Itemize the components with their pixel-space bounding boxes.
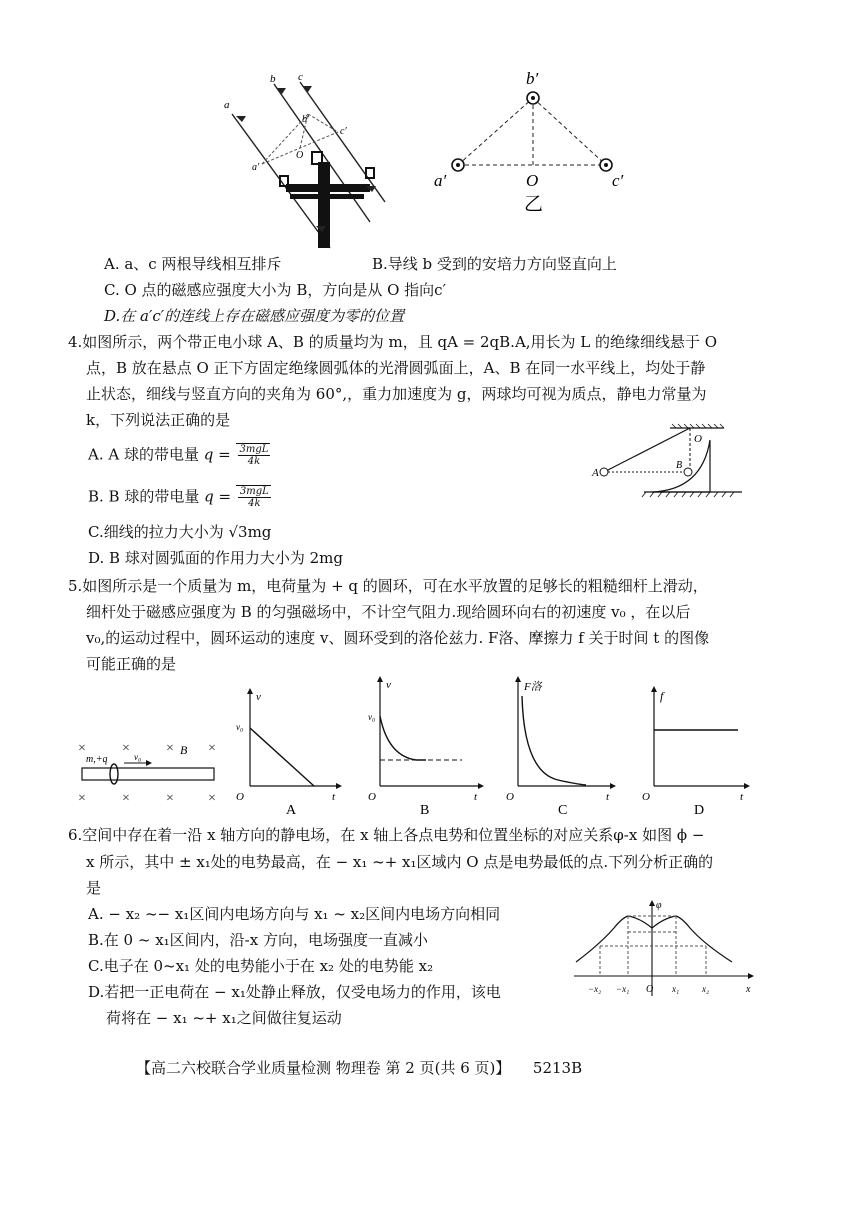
graph-a-v0-label: v₀	[236, 722, 244, 732]
point-a-prime: a′	[252, 162, 260, 173]
graph-c-origin: O	[506, 791, 514, 803]
q6-option-c: C.电子在 0~x₁ 处的电势能小于在 x₂ 处的电势能 x₂	[88, 957, 434, 975]
svg-text:×: ×	[208, 741, 216, 756]
q4-option-b-q: q =	[204, 487, 232, 506]
q5-stem-line3: v₀,的运动过程中，圆环运动的速度 v、圆环受到的洛伦兹力. F洛、摩擦力 f 关于时间 t 的图像	[86, 629, 710, 647]
graph-b-v0-label: v₀	[368, 712, 376, 722]
point-o: O	[296, 150, 304, 161]
q4-option-b	[88, 485, 271, 509]
q3-option-d: D.在 a′c′的连线上存在磁感应强度为零的位置	[104, 307, 405, 325]
wire-c-label: c	[298, 71, 303, 83]
q4-option-a-text: A. A 球的带电量	[88, 445, 199, 464]
graph-b-x-label: t	[474, 791, 478, 803]
graph-c-caption: C	[558, 803, 568, 818]
q5-stem-line2: 细杆处于磁感应强度为 B 的匀强磁场中，不计空气阻力.现给圆环向右的初速度 v₀ ，在以后	[86, 603, 691, 621]
label-c-prime: c′	[612, 171, 624, 190]
triangle-figure	[428, 68, 648, 218]
q4-option-a	[88, 443, 270, 467]
q6-stem-line3: 是	[86, 879, 102, 897]
q4-option-d: D. B 球对圆弧面的作用力大小为 2mg	[88, 549, 343, 567]
point-b-prime: b′	[302, 114, 310, 125]
graph-a-origin: O	[236, 791, 244, 803]
q4-option-c: C.细线的拉力大小为 √3mg	[88, 523, 272, 541]
graph-d-caption: D	[694, 803, 705, 818]
q5-graph-d	[640, 686, 752, 820]
label-b-prime: b′	[526, 69, 539, 88]
q6-fig-x: x	[746, 984, 751, 995]
q5-ring-figure	[72, 736, 232, 806]
q3-option-c: C. O 点的磁感应强度大小为 B，方向是从 O 指向c′	[104, 281, 446, 299]
q6-phi-x-figure	[570, 898, 758, 996]
frac-numerator: 3mgL	[239, 486, 269, 497]
graph-a-x-label: t	[332, 791, 336, 803]
graph-a-caption: A	[286, 803, 297, 818]
q5-stem-line4: 可能正确的是	[86, 655, 177, 673]
q3-option-a: A. a、c 两根导线相互排斥	[104, 255, 282, 273]
q6-option-b: B.在 0 ~ x₁区间内，沿-x 方向，电场强度一直减小	[88, 931, 428, 949]
graph-d-y-label: f	[660, 689, 664, 703]
q5-graph-c	[506, 676, 618, 820]
ring-velocity-label: v₀	[134, 752, 142, 762]
graph-b-origin: O	[368, 791, 376, 803]
frac-denominator: 4k	[247, 456, 261, 467]
graph-d-x-label: t	[740, 791, 744, 803]
q6-stem-line2: x 所示，其中 ± x₁处的电势最高，在 − x₁ ~+ x₁区域内 O 点是电势最低的点.下列分析正确的	[86, 853, 714, 871]
q5-stem-line1: 5.如图所示是一个质量为 m，电荷量为 + q 的圆环，可在水平放置的足够长的粗糙细杆上滑动，	[68, 577, 708, 595]
label-a-prime: a′	[434, 171, 447, 190]
point-c-prime: c′	[340, 126, 347, 137]
frac-numerator: 3mgL	[239, 444, 269, 455]
frac-denominator: 4k	[248, 498, 261, 509]
q6-stem-line1: 6.空间中存在着一沿 x 轴方向的静电场，在 x 轴上各点电势和位置坐标的对应关系φ-x 如图 ϕ −	[68, 826, 705, 844]
wire-a-label: a	[224, 99, 230, 111]
graph-a-y-label: v	[256, 691, 261, 703]
q6-fig-x2: x₂	[702, 984, 710, 994]
power-line-figure	[220, 72, 390, 248]
graph-c-y-label: F洛	[524, 681, 542, 693]
q4-stem-line2: 点，B 放在悬点 O 正下方固定绝缘圆弧体的光滑圆弧面上，A、B 在同一水平线上，均处于静	[86, 359, 706, 377]
q4-fig-o: O	[694, 433, 702, 445]
page-footer: 【高二六校联合学业质量检测 物理卷 第 2 页(共 6 页)】 5213B	[136, 1059, 583, 1077]
q4-option-b-text: B. B 球的带电量	[88, 487, 200, 506]
graph-b-caption: B	[420, 803, 430, 818]
q6-fig-phi: φ	[656, 900, 662, 911]
q4-fig-b: B	[676, 460, 683, 471]
graph-b-y-label: v	[386, 679, 391, 691]
q4-option-a-q: q =	[203, 445, 231, 464]
label-o: O	[526, 171, 539, 190]
figure-caption: 乙	[524, 194, 544, 215]
graph-d-origin: O	[642, 791, 650, 803]
q6-option-a: A. − x₂ ~− x₁区间内电场方向与 x₁ ~ x₂区间内电场方向相同	[88, 905, 501, 923]
q6-option-d-line2: 荷将在 − x₁ ~+ x₁之间做往复运动	[106, 1009, 342, 1027]
svg-text:×: ×	[78, 741, 86, 756]
q5-graph-b	[366, 676, 486, 820]
svg-text:×: ×	[166, 741, 174, 756]
q6-option-d-line1: D.若把一正电荷在 − x₁处静止释放，仅受电场力的作用，该电	[88, 983, 501, 1001]
q4-stem-line3: 止状态，细线与竖直方向的夹角为 60°,，重力加速度为 g，两球均可视为质点，静电力常量为	[86, 385, 707, 403]
q3-option-b: B.导线 b 受到的安培力方向竖直向上	[372, 255, 617, 273]
field-b-label: B	[180, 743, 188, 757]
svg-text:×: ×	[78, 791, 86, 806]
q6-fig-minus-x2: −x₂	[588, 984, 602, 994]
q4-stem-line4: k，下列说法正确的是	[86, 411, 231, 429]
q6-fig-x1: x₁	[672, 984, 680, 994]
q4-option-a-sqrt	[236, 443, 271, 467]
q4-stem-line1: 4.如图所示，两个带正电小球 A、B 的质量均为 m，且 qA = 2qB.A,用长为 L 的绝缘细线悬于 O	[68, 333, 718, 351]
q4-figure	[592, 424, 752, 500]
q6-fig-minus-x1: −x₁	[616, 984, 630, 994]
svg-text:×: ×	[122, 741, 130, 756]
q4-fig-a: A	[592, 467, 599, 479]
svg-text:×: ×	[122, 791, 130, 806]
ring-label: m,+q	[86, 754, 108, 765]
graph-c-x-label: t	[606, 791, 610, 803]
wire-b-label: b	[270, 73, 276, 85]
q5-graph-a	[232, 688, 342, 820]
svg-text:×: ×	[208, 791, 216, 806]
q6-fig-o: O	[646, 984, 654, 995]
svg-text:×: ×	[166, 791, 174, 806]
q4-option-b-sqrt	[236, 485, 271, 509]
